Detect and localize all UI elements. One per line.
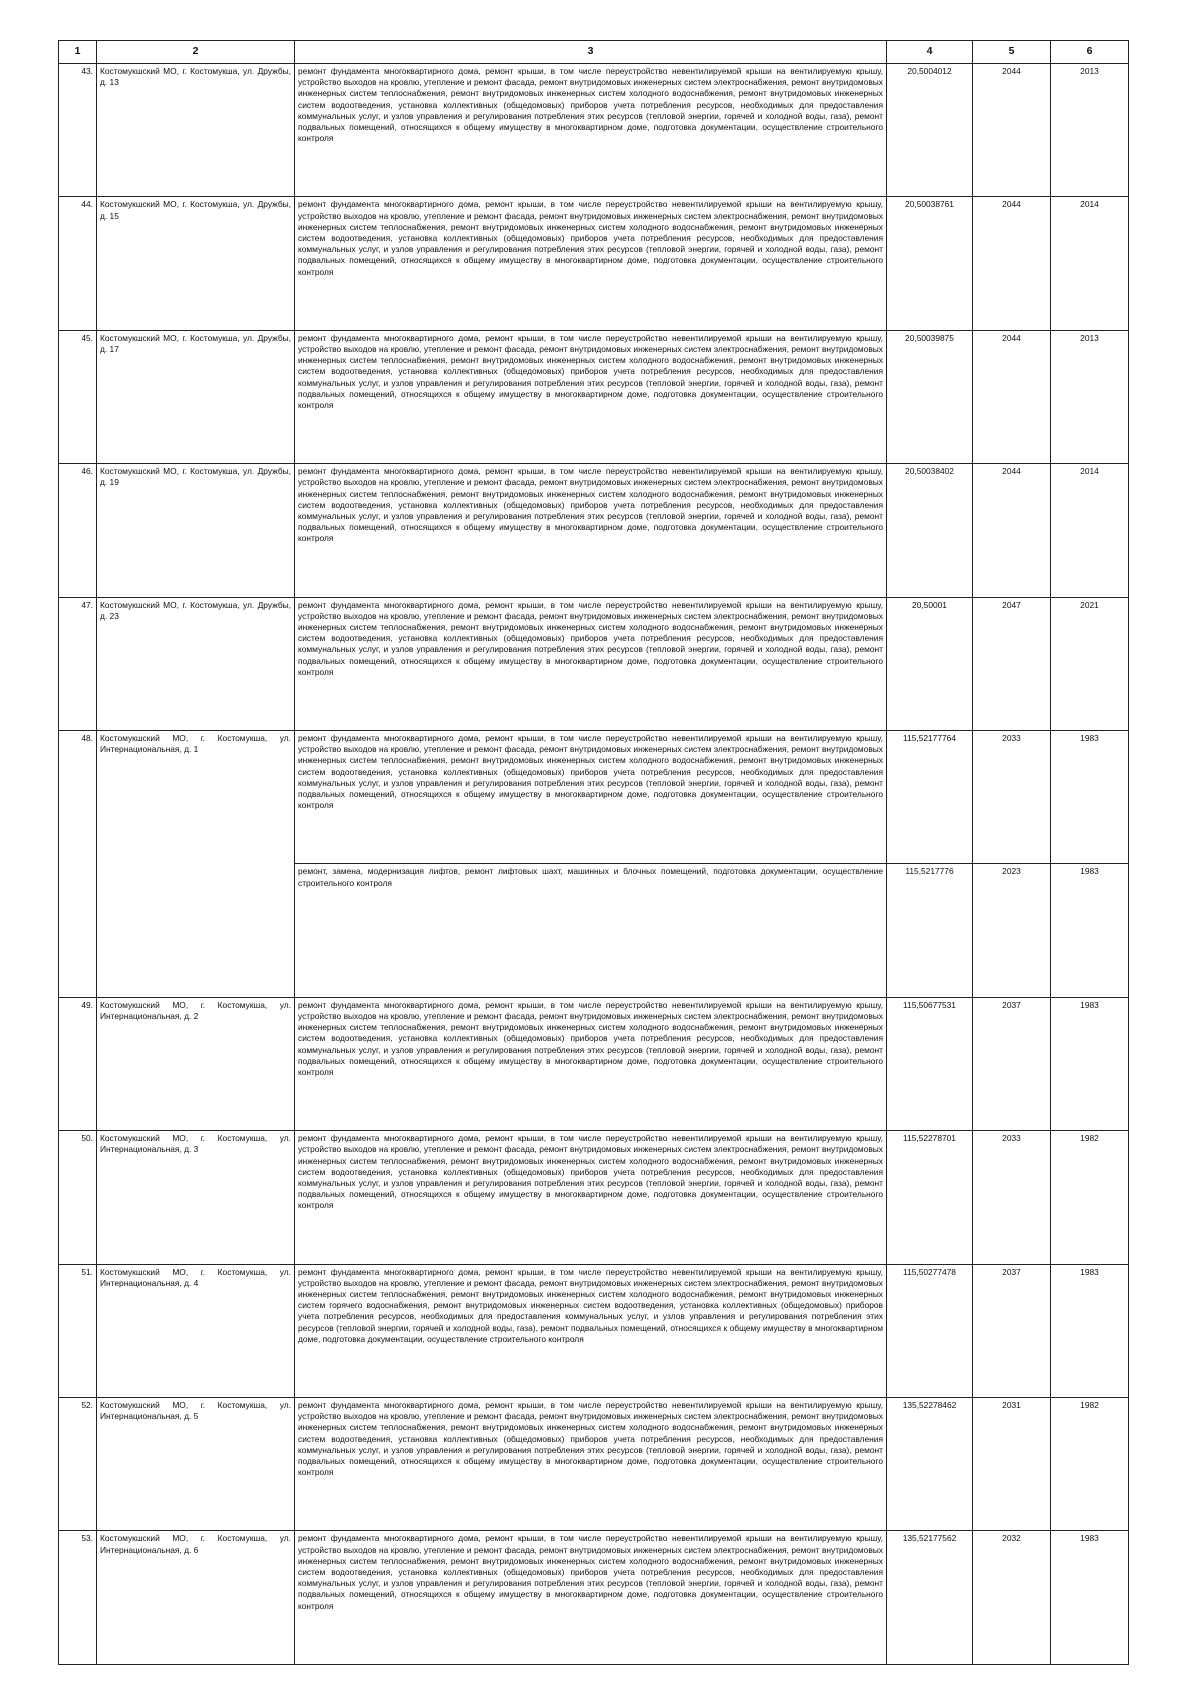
- row-number: 53.: [59, 1531, 97, 1665]
- row-col6: 1982: [1051, 1131, 1129, 1264]
- row-address: Костомукшский МО, г. Костомукша, ул. Интернациональная, д. 3: [97, 1131, 295, 1264]
- row-number: 48.: [59, 731, 97, 998]
- row-address: Костомукшский МО, г. Костомукша, ул. Дружбы, д. 23: [97, 597, 295, 730]
- row-col6: 1983: [1051, 1531, 1129, 1665]
- row-number: 50.: [59, 1131, 97, 1264]
- row-col5: 2033: [973, 731, 1051, 864]
- row-address: Костомукшский МО, г. Костомукша, ул. Дружбы, д. 17: [97, 330, 295, 463]
- row-address: Костомукшский МО, г. Костомукша, ул. Интернациональная, д. 1: [97, 731, 295, 998]
- row-col6: 2013: [1051, 330, 1129, 463]
- row-col6: 1983: [1051, 997, 1129, 1130]
- row-col4: 135,52278462: [887, 1398, 973, 1531]
- table-row: [59, 197, 1129, 330]
- header-col-1: 1: [59, 41, 97, 64]
- row-col6: 2013: [1051, 64, 1129, 197]
- row-col6: 2014: [1051, 464, 1129, 597]
- header-col-5: 5: [973, 41, 1051, 64]
- row-col5: 2037: [973, 1264, 1051, 1397]
- row-works: ремонт фундамента многоквартирного дома, ремонт крыши, в том числе переустройство невентилируемой крыши на вентилируемую крышу, устройство выходов на кровлю, утепление и ремонт фасада, ремонт внутридомовых инженерных систем электроснабжения, ремонт внутридомовых инженерных систем теплоснабжения, ремонт внутридомовых инженерных систем холодного водоснабжения, ремонт внутридомовых инженерных систем водоотведения, установка коллективных (общедомовых) приборов учета потребления ресурсов, необходимых для предоставления коммунальных услуг, и узлов управления и регулирования потребления этих ресурсов (тепловой энергии, горячей и холодной воды, газа), ремонт подвальных помещений, относящихся к общему имуществу в многоквартирном доме, подготовка документации, осуществление строительного контроля: [295, 197, 887, 330]
- row-col5: 2044: [973, 464, 1051, 597]
- row-col4: 20,50039875: [887, 330, 973, 463]
- subrow-col5: 2023: [973, 864, 1051, 997]
- row-works: ремонт фундамента многоквартирного дома, ремонт крыши, в том числе переустройство невентилируемой крыши на вентилируемую крышу, устройство выходов на кровлю, утепление и ремонт фасада, ремонт внутридомовых инженерных систем электроснабжения, ремонт внутридомовых инженерных систем теплоснабжения, ремонт внутридомовых инженерных систем холодного водоснабжения, ремонт внутридомовых инженерных систем водоотведения, установка коллективных (общедомовых) приборов учета потребления ресурсов, необходимых для предоставления коммунальных услуг, и узлов управления и регулирования потребления этих ресурсов (тепловой энергии, горячей и холодной воды, газа), ремонт подвальных помещений, относящихся к общему имуществу в многоквартирном доме, подготовка документации, осуществление строительного контроля: [295, 597, 887, 730]
- row-col6: 2014: [1051, 197, 1129, 330]
- row-col5: 2047: [973, 597, 1051, 730]
- row-col4: 115,52177764: [887, 731, 973, 864]
- table-row: [59, 1264, 1129, 1397]
- row-address: Костомукшский МО, г. Костомукша, ул. Дружбы, д. 19: [97, 464, 295, 597]
- row-works: ремонт фундамента многоквартирного дома, ремонт крыши, в том числе переустройство невентилируемой крыши на вентилируемую крышу, устройство выходов на кровлю, утепление и ремонт фасада, ремонт внутридомовых инженерных систем электроснабжения, ремонт внутридомовых инженерных систем теплоснабжения, ремонт внутридомовых инженерных систем холодного водоснабжения, ремонт внутридомовых инженерных систем водоотведения, установка коллективных (общедомовых) приборов учета потребления ресурсов, необходимых для предоставления коммунальных услуг, и узлов управления и регулирования потребления этих ресурсов (тепловой энергии, горячей и холодной воды, газа), ремонт подвальных помещений, относящихся к общему имуществу в многоквартирном доме, подготовка документации, осуществление строительного контроля: [295, 1131, 887, 1264]
- row-number: 44.: [59, 197, 97, 330]
- row-number: 45.: [59, 330, 97, 463]
- row-works: ремонт фундамента многоквартирного дома, ремонт крыши, в том числе переустройство невентилируемой крыши на вентилируемую крышу, устройство выходов на кровлю, утепление и ремонт фасада, ремонт внутридомовых инженерных систем электроснабжения, ремонт внутридомовых инженерных систем теплоснабжения, ремонт внутридомовых инженерных систем холодного водоснабжения, ремонт внутридомовых инженерных систем водоотведения, установка коллективных (общедомовых) приборов учета потребления ресурсов, необходимых для предоставления коммунальных услуг, и узлов управления и регулирования потребления этих ресурсов (тепловой энергии, горячей и холодной воды, газа), ремонт подвальных помещений, относящихся к общему имуществу в многоквартирном доме, подготовка документации, осуществление строительного контроля: [295, 64, 887, 197]
- row-number: 52.: [59, 1398, 97, 1531]
- row-col4: 20,50038761: [887, 197, 973, 330]
- row-col5: 2044: [973, 330, 1051, 463]
- table-row: [59, 597, 1129, 730]
- row-col6: 1982: [1051, 1398, 1129, 1531]
- header-col-6: 6: [1051, 41, 1129, 64]
- row-address: Костомукшский МО, г. Костомукша, ул. Интернациональная, д. 2: [97, 997, 295, 1130]
- table-row: [59, 464, 1129, 597]
- row-col5: 2037: [973, 997, 1051, 1130]
- table-row: [59, 1398, 1129, 1531]
- table-row: [59, 997, 1129, 1130]
- row-works: ремонт фундамента многоквартирного дома, ремонт крыши, в том числе переустройство невентилируемой крыши на вентилируемую крышу, устройство выходов на кровлю, утепление и ремонт фасада, ремонт внутридомовых инженерных систем электроснабжения, ремонт внутридомовых инженерных систем теплоснабжения, ремонт внутридомовых инженерных систем холодного водоснабжения, ремонт внутридомовых инженерных систем водоотведения, установка коллективных (общедомовых) приборов учета потребления ресурсов, необходимых для предоставления коммунальных услуг, и узлов управления и регулирования потребления этих ресурсов (тепловой энергии, горячей и холодной воды, газа), ремонт подвальных помещений, относящихся к общему имуществу в многоквартирном доме, подготовка документации, осуществление строительного контроля: [295, 731, 887, 864]
- row-col4: 115,52278701: [887, 1131, 973, 1264]
- subrow-col4: 115,5217776: [887, 864, 973, 997]
- row-col6: 1983: [1051, 731, 1129, 864]
- row-address: Костомукшский МО, г. Костомукша, ул. Интернациональная, д. 4: [97, 1264, 295, 1397]
- row-number: 47.: [59, 597, 97, 730]
- row-number: 46.: [59, 464, 97, 597]
- row-col4: 115,50677531: [887, 997, 973, 1130]
- row-col5: 2031: [973, 1398, 1051, 1531]
- row-col6: 1983: [1051, 1264, 1129, 1397]
- row-works: ремонт фундамента многоквартирного дома, ремонт крыши, в том числе переустройство невентилируемой крыши на вентилируемую крышу, устройство выходов на кровлю, утепление и ремонт фасада, ремонт внутридомовых инженерных систем электроснабжения, ремонт внутридомовых инженерных систем теплоснабжения, ремонт внутридомовых инженерных систем холодного водоснабжения, ремонт внутридомовых инженерных систем водоотведения, установка коллективных (общедомовых) приборов учета потребления ресурсов, необходимых для предоставления коммунальных услуг, и узлов управления и регулирования потребления этих ресурсов (тепловой энергии, горячей и холодной воды, газа), ремонт подвальных помещений, относящихся к общему имуществу в многоквартирном доме, подготовка документации, осуществление строительного контроля: [295, 997, 887, 1130]
- table-row: [59, 1131, 1129, 1264]
- row-works: ремонт фундамента многоквартирного дома, ремонт крыши, в том числе переустройство невентилируемой крыши на вентилируемую крышу, устройство выходов на кровлю, утепление и ремонт фасада, ремонт внутридомовых инженерных систем электроснабжения, ремонт внутридомовых инженерных систем теплоснабжения, ремонт внутридомовых инженерных систем холодного водоснабжения, ремонт внутридомовых инженерных систем водоотведения, установка коллективных (общедомовых) приборов учета потребления ресурсов, необходимых для предоставления коммунальных услуг, и узлов управления и регулирования потребления этих ресурсов (тепловой энергии, горячей и холодной воды, газа), ремонт подвальных помещений, относящихся к общему имуществу в многоквартирном доме, подготовка документации, осуществление строительного контроля: [295, 1398, 887, 1531]
- header-col-4: 4: [887, 41, 973, 64]
- row-works: ремонт фундамента многоквартирного дома, ремонт крыши, в том числе переустройство невентилируемой крыши на вентилируемую крышу, устройство выходов на кровлю, утепление и ремонт фасада, ремонт внутридомовых инженерных систем электроснабжения, ремонт внутридомовых инженерных систем теплоснабжения, ремонт внутридомовых инженерных систем холодного водоснабжения, ремонт внутридомовых инженерных систем водоотведения, установка коллективных (общедомовых) приборов учета потребления ресурсов, необходимых для предоставления коммунальных услуг, и узлов управления и регулирования потребления этих ресурсов (тепловой энергии, горячей и холодной воды, газа), ремонт подвальных помещений, относящихся к общему имуществу в многоквартирном доме, подготовка документации, осуществление строительного контроля: [295, 1531, 887, 1665]
- table-row: [59, 1531, 1129, 1665]
- header-col-2: 2: [97, 41, 295, 64]
- row-col5: 2044: [973, 64, 1051, 197]
- row-number: 51.: [59, 1264, 97, 1397]
- row-col4: 135,52177562: [887, 1531, 973, 1665]
- row-col6: 2021: [1051, 597, 1129, 730]
- row-number: 43.: [59, 64, 97, 197]
- row-col4: 20,50038402: [887, 464, 973, 597]
- row-col5: 2033: [973, 1131, 1051, 1264]
- header-col-3: 3: [295, 41, 887, 64]
- capital-repair-table: [58, 40, 1129, 1665]
- row-address: Костомукшский МО, г. Костомукша, ул. Интернациональная, д. 5: [97, 1398, 295, 1531]
- row-col5: 2044: [973, 197, 1051, 330]
- table-row: [59, 330, 1129, 463]
- row-col5: 2032: [973, 1531, 1051, 1665]
- row-address: Костомукшский МО, г. Костомукша, ул. Дружбы, д. 13: [97, 64, 295, 197]
- row-col4: 115,50277478: [887, 1264, 973, 1397]
- table-row: [59, 64, 1129, 197]
- row-col4: 20,50001: [887, 597, 973, 730]
- subrow-col6: 1983: [1051, 864, 1129, 997]
- table-row: [59, 731, 1129, 864]
- subrow-works: ремонт, замена, модернизация лифтов, ремонт лифтовых шахт, машинных и блочных помещений, подготовка документации, осуществление строительного контроля: [295, 864, 887, 997]
- row-works: ремонт фундамента многоквартирного дома, ремонт крыши, в том числе переустройство невентилируемой крыши на вентилируемую крышу, устройство выходов на кровлю, утепление и ремонт фасада, ремонт внутридомовых инженерных систем электроснабжения, ремонт внутридомовых инженерных систем теплоснабжения, ремонт внутридомовых инженерных систем холодного водоснабжения, ремонт внутридомовых инженерных систем горячего водоснабжения, ремонт внутридомовых инженерных систем водоотведения, установка коллективных (общедомовых) приборов учета потребления ресурсов, необходимых для предоставления коммунальных услуг, и узлов управления и регулирования потребления этих ресурсов (тепловой энергии, горячей и холодной воды, газа), ремонт подвальных помещений, относящихся к общему имуществу в многоквартирном доме, подготовка документации, осуществление строительного контроля: [295, 1264, 887, 1397]
- document-page: [58, 40, 1128, 1665]
- row-address: Костомукшский МО, г. Костомукша, ул. Дружбы, д. 15: [97, 197, 295, 330]
- header-row: [59, 41, 1129, 64]
- row-address: Костомукшский МО, г. Костомукша, ул. Интернациональная, д. 6: [97, 1531, 295, 1665]
- row-col4: 20,5004012: [887, 64, 973, 197]
- row-works: ремонт фундамента многоквартирного дома, ремонт крыши, в том числе переустройство невентилируемой крыши на вентилируемую крышу, устройство выходов на кровлю, утепление и ремонт фасада, ремонт внутридомовых инженерных систем электроснабжения, ремонт внутридомовых инженерных систем теплоснабжения, ремонт внутридомовых инженерных систем холодного водоснабжения, ремонт внутридомовых инженерных систем водоотведения, установка коллективных (общедомовых) приборов учета потребления ресурсов, необходимых для предоставления коммунальных услуг, и узлов управления и регулирования потребления этих ресурсов (тепловой энергии, горячей и холодной воды, газа), ремонт подвальных помещений, относящихся к общему имуществу в многоквартирном доме, подготовка документации, осуществление строительного контроля: [295, 464, 887, 597]
- row-number: 49.: [59, 997, 97, 1130]
- row-works: ремонт фундамента многоквартирного дома, ремонт крыши, в том числе переустройство невентилируемой крыши на вентилируемую крышу, устройство выходов на кровлю, утепление и ремонт фасада, ремонт внутридомовых инженерных систем электроснабжения, ремонт внутридомовых инженерных систем теплоснабжения, ремонт внутридомовых инженерных систем холодного водоснабжения, ремонт внутридомовых инженерных систем водоотведения, установка коллективных (общедомовых) приборов учета потребления ресурсов, необходимых для предоставления коммунальных услуг, и узлов управления и регулирования потребления этих ресурсов (тепловой энергии, горячей и холодной воды, газа), ремонт подвальных помещений, относящихся к общему имуществу в многоквартирном доме, подготовка документации, осуществление строительного контроля: [295, 330, 887, 463]
